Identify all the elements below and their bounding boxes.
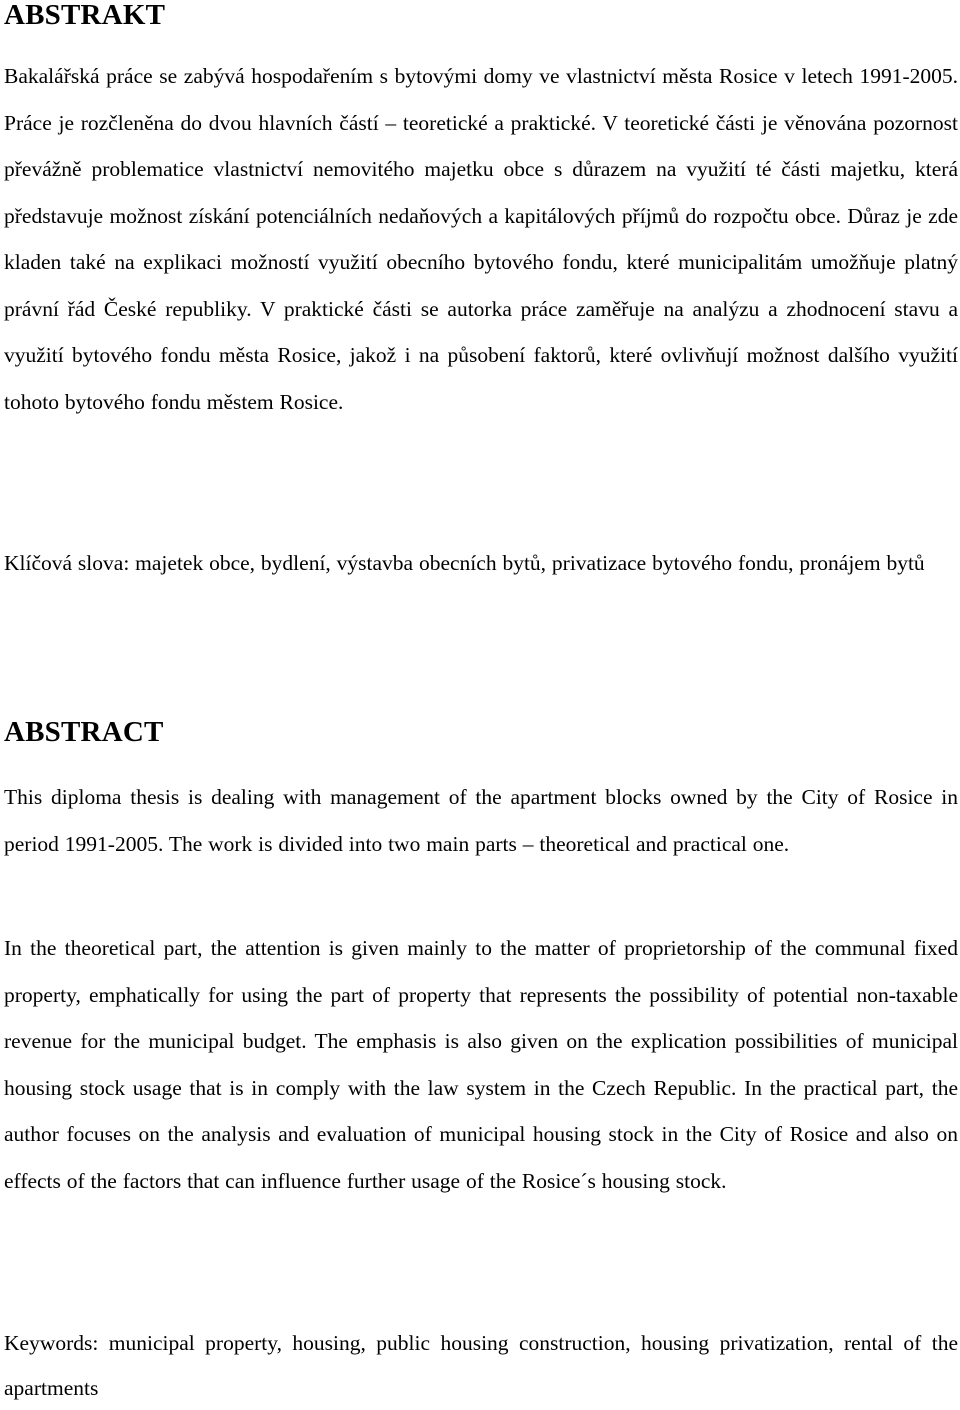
abstract-paragraph-1: This diploma thesis is dealing with management of the apartment blocks owned by the City of Rosice in period 1991-2005. The work is divided into two main parts – theoretical and practical one. xyxy=(4,785,958,856)
keywords-paragraph: Keywords: municipal property, housing, public housing construction, housing privatization, rental of the apartments xyxy=(4,1331,958,1400)
abstrakt-paragraph: Bakalářská práce se zabývá hospodařením s bytovými domy ve vlastnictví města Rosice v letech 1991-2005. Práce je rozčleněna do dvou hlavních částí – teoretické a praktické. V teoretické části je věnována pozornost převážně problematice vlastnictví nemovitého majetku obce s důrazem na využití té části majetku, která představuje možnost získání potenciálních nedaňových a kapitálových příjmů do rozpočtu obce. Důraz je zde kladen také na explikaci možností využití obecního bytového fondu, které municipalitám umožňuje platný právní řád České republiky. V praktické části se autorka práce zaměřuje na analýzu a zhodnocení stavu a využití bytového fondu města Rosice, jakož i na působení faktorů, které ovlivňují možnost dalšího využití tohoto bytového fondu městem Rosice. xyxy=(4,64,958,414)
abstrakt-heading: ABSTRAKT xyxy=(4,0,166,31)
abstrakt-body xyxy=(4,53,958,425)
abstract-body-2 xyxy=(4,925,958,1204)
abstract-paragraph-2: In the theoretical part, the attention is given mainly to the matter of proprietorship of the communal fixed property, emphatically for using the part of property that represents the possibility of potential non-taxable revenue for the municipal budget. The emphasis is also given on the explication possibilities of municipal housing stock usage that is in comply with the law system in the Czech Republic. In the practical part, the author focuses on the analysis and evaluation of municipal housing stock in the City of Rosice and also on effects of the factors that can influence further usage of the Rosice´s housing stock. xyxy=(4,936,958,1193)
klicova-slova-paragraph: Klíčová slova: majetek obce, bydlení, výstavba obecních bytů, privatizace bytového fondu, pronájem bytů xyxy=(4,551,925,575)
czech-keywords xyxy=(4,540,958,587)
abstract-body-1 xyxy=(4,774,958,867)
abstract-heading: ABSTRACT xyxy=(4,716,164,748)
abstract-section xyxy=(4,717,958,747)
english-keywords xyxy=(4,1321,958,1410)
abstrakt-section xyxy=(4,0,958,30)
